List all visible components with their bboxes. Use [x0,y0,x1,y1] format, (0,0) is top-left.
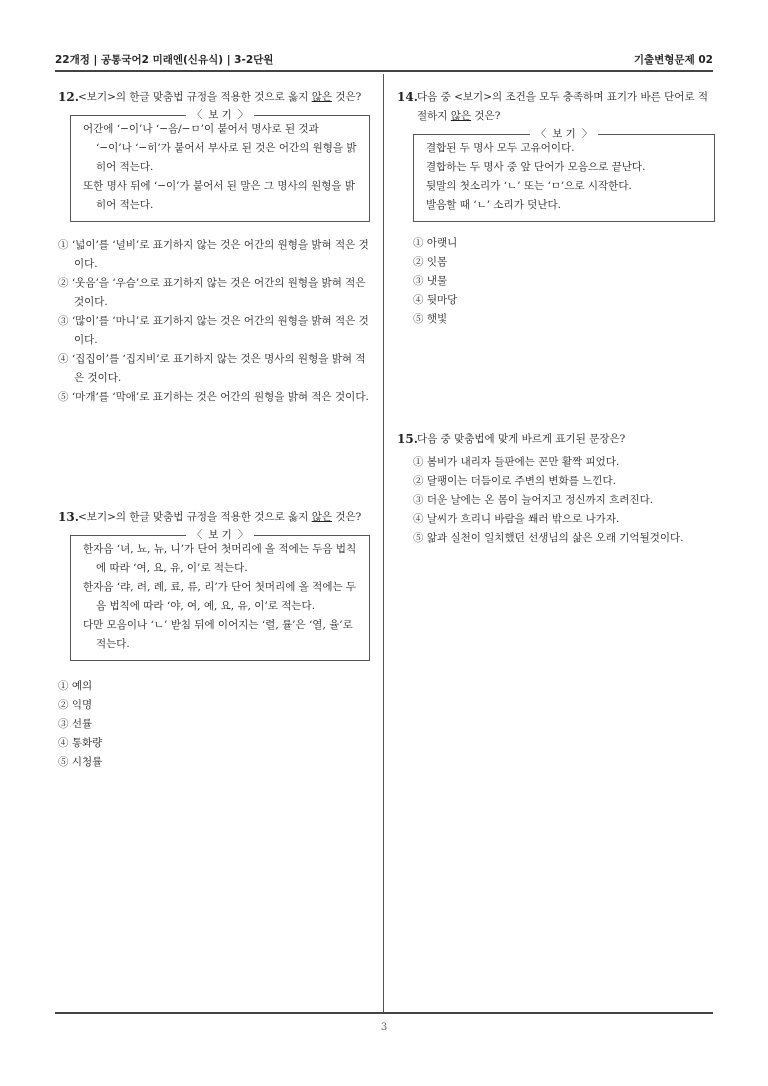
choice-2[interactable]: ② 잇몸 [413,256,448,268]
bogi-line: 한자음 ‘랴, 려, 례, 료, 류, 리’가 단어 첫머리에 올 적에는 두음 법칙에 따라 ‘야, 여, 예, 요, 유, 이’로 적는다. [83,581,357,612]
header-rule [55,70,713,72]
choice-1[interactable]: ① ‘넓이’를 ‘널비’로 표기하지 않는 것은 어간의 원형을 밝혀 적은 것이다. [58,239,369,270]
prompt-text-end: 것은? [331,91,362,103]
header-course-info: 22개정 | 공통국어2 미래엔(신유식) | 3-2단원 [55,54,274,66]
bogi-line: 결합된 두 명사 모두 고유어이다. [426,142,575,154]
bogi-line: 다만 모음이나 ‘ㄴ’ 받침 뒤에 이어지는 ‘렬, 률’은 ‘열, 율’로 적는다. [83,619,353,650]
bogi-line: 발음할 때 ‘ㄴ’ 소리가 덧난다. [426,199,561,211]
question-prompt [397,88,715,126]
prompt-text-end: 것은? [471,110,501,122]
choice-4[interactable]: ④ 날씨가 흐리니 바람을 쐐러 밖으로 나가자. [413,513,620,525]
choice-list [58,677,370,772]
choice-3[interactable]: ③ 냇물 [413,275,448,287]
prompt-underline: 않은 [311,511,332,523]
choice-4[interactable]: ④ 뒷마당 [413,294,458,306]
prompt-text-end: 것은? [331,511,362,523]
choice-5[interactable]: ⑤ 앎과 실천이 일치했던 선생님의 삶은 오래 기억될것이다. [413,532,684,544]
page-number: 3 [380,1022,388,1033]
choice-2[interactable]: ② 익명 [58,699,93,711]
prompt-text: 다음 중 맞춤법에 맞게 바르게 표기된 문장은? [417,433,626,445]
choice-1[interactable]: ① 봄비가 내리자 들판에는 꼰만 활짝 피었다. [413,456,620,468]
choice-1[interactable]: ① 예의 [58,680,93,692]
question-number: 12. [58,90,79,104]
question-15 [397,430,715,548]
question-12 [58,88,370,407]
choice-5[interactable]: ⑤ 시청률 [58,756,103,768]
bogi-box [70,109,370,222]
choice-4[interactable]: ④ ‘집집이’를 ‘집지비’로 표기하지 않는 것은 명사의 원형을 밝혀 적은 것이다. [58,353,366,384]
footer-rule [55,1012,713,1014]
choice-5[interactable]: ⑤ 햇빛 [413,313,448,325]
prompt-underline: 않은 [311,91,332,103]
question-number: 15. [397,432,418,446]
bogi-line: 결합하는 두 명사 중 앞 단어가 모음으로 끝난다. [426,161,646,173]
prompt-text: <보기>의 한글 맞춤법 규정을 적용한 것으로 옳지 [78,511,312,523]
choice-3[interactable]: ③ 더운 날에는 온 몸이 늘어지고 정신까지 흐려진다. [413,494,654,506]
choice-list [397,234,715,329]
question-prompt [397,430,715,449]
bogi-title: 〈 보 기 〉 [414,125,714,144]
question-number: 13. [58,510,79,524]
choice-list [397,453,715,548]
prompt-underline: 않은 [450,110,472,122]
bogi-line: 또한 명사 뒤에 ‘−이’가 붙어서 된 말은 그 명사의 원형을 밝히어 적는다. [83,180,355,211]
question-13 [58,508,370,772]
choice-4[interactable]: ④ 통화량 [58,737,103,749]
question-prompt [58,508,370,527]
bogi-box [70,529,370,661]
bogi-line: 어간에 ‘−이’나 ‘−음/−ㅁ’이 붙어서 명사로 된 것과 ‘−이’나 ‘−히’가 붙어서 부사로 된 것은 어간의 원형을 밝히어 적는다. [83,123,357,173]
choice-2[interactable]: ② ‘웃음’을 ‘우슴’으로 표기하지 않는 것은 어간의 원형을 밝혀 적은 것이다. [58,277,366,308]
prompt-text: 다음 중 <보기>의 조건을 모두 충족하며 표기가 바른 단어로 적절하지 [417,91,709,122]
column-divider [383,74,384,1014]
page-header [55,48,713,68]
bogi-box [413,128,715,222]
choice-3[interactable]: ③ ‘많이’를 ‘마니’로 표기하지 않는 것은 어간의 원형을 밝혀 적은 것이다. [58,315,369,346]
prompt-text: <보기>의 한글 맞춤법 규정을 적용한 것으로 옳지 [78,91,312,103]
bogi-line: 뒷말의 첫소리가 ‘ㄴ’ 또는 ‘ㅁ’으로 시작한다. [426,180,632,192]
question-number: 14. [397,90,418,104]
question-14 [397,88,715,329]
question-prompt [58,88,370,107]
choice-list [58,236,370,407]
choice-5[interactable]: ⑤ ‘마개’를 ‘막애’로 표기하는 것은 어간의 원형을 밝혀 적은 것이다. [58,391,369,403]
choice-2[interactable]: ② 달팽이는 더듬이로 주변의 변화를 느낀다. [413,475,616,487]
bogi-title: 〈 보 기 〉 [71,106,369,125]
bogi-line: 한자음 ‘녀, 뇨, 뉴, 니’가 단어 첫머리에 올 적에는 두음 법칙에 따라 ‘여, 요, 유, 이’로 적는다. [83,543,357,574]
choice-1[interactable]: ① 아랫니 [413,237,458,249]
header-worksheet-title: 기출변형문제 02 [633,54,713,66]
choice-3[interactable]: ③ 선률 [58,718,93,730]
bogi-title: 〈 보 기 〉 [71,526,369,545]
